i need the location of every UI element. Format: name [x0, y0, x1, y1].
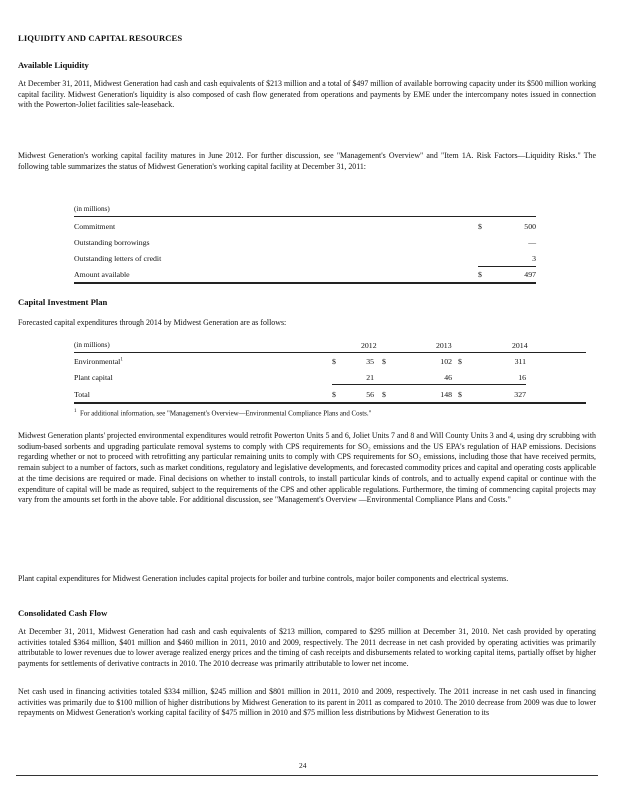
- subheading-capital-investment-plan: Capital Investment Plan: [18, 297, 108, 307]
- row-value: 3: [532, 254, 536, 263]
- row-value: 35: [366, 357, 374, 366]
- subtotal-rule: [332, 384, 526, 385]
- year-2012: 2012: [361, 341, 377, 350]
- paragraph-capex-plant: Plant capital expenditures for Midwest Generation includes capital projects for boiler and turbine controls, major boiler components and electrical systems.: [18, 574, 509, 583]
- row-currency: $: [458, 390, 462, 399]
- subheading-available-liquidity: Available Liquidity: [18, 60, 89, 70]
- year-2014: 2014: [512, 341, 528, 350]
- capex-footnote: [74, 409, 371, 417]
- row-value: 497: [524, 270, 536, 279]
- footer-rule: [16, 775, 598, 776]
- footnote-text: For additional information, see "Management's Overview—Environmental Compliance Plans and Costs.": [79, 410, 372, 418]
- row-currency: $: [332, 357, 336, 366]
- year-2013: 2013: [436, 341, 452, 350]
- row-value: 102: [440, 357, 452, 366]
- paragraph-liquidity-2: Midwest Generation's working capital facility matures in June 2012. For further discussion, see "Management's Overview" and "Item 1A. Risk Factors—Liquidity Risks." The following table summarizes the status of Midwest Generation's working capital facility at December 31, 2011:: [18, 151, 596, 171]
- working-capital-table: [74, 205, 536, 285]
- paragraph-cash-flow-2: Net cash used in financing activities totaled $334 million, $245 million and $801 million in 2011, 2010 and 2009, respectively. The 2011 increase in net cash used in financing activities was primarily due to $100 million of higher distributions by Midwest Generation to its parent in 2011 as compared to 2010. The 2010 decrease from 2009 was due to lower repayments on Midwest Generation's working capital facility of $475 million in 2010 and $75 million less distributions by Midwest Generation to its: [18, 687, 596, 718]
- row-label: Amount available: [74, 270, 130, 279]
- row-currency: $: [458, 357, 462, 366]
- paragraph-cash-flow-1: At December 31, 2011, Midwest Generation had cash and cash equivalents of $213 million, compared to $295 million at December 31, 2010. Net cash provided by operating activities totaled $364 million, $401 million and $460 million in 2011, 2010 and 2009, respectively. The 2011 decrease in net cash provided by operating activities was primarily attributable to lower revenues due to lower average realized energy prices and the timing of cash receipts and disbursements related to working capital items, partially offset by higher payments for settlements of derivative contracts in 2010. The 2010 decrease was primarily attributable to lower net income.: [18, 627, 596, 669]
- row-label: Commitment: [74, 222, 116, 231]
- row-label: Total: [74, 390, 90, 399]
- row-label: Outstanding letters of credit: [74, 254, 162, 263]
- row-currency: $: [478, 270, 482, 279]
- row-value: 46: [444, 373, 452, 382]
- footnote-marker: 1: [74, 409, 77, 414]
- unit-label: (in millions): [74, 205, 110, 213]
- subheading-consolidated-cash-flow: Consolidated Cash Flow: [18, 608, 108, 618]
- subtotal-rule: [478, 266, 536, 267]
- section-heading-liquidity: LIQUIDITY AND CAPITAL RESOURCES: [18, 33, 183, 43]
- row-currency: $: [478, 222, 482, 231]
- row-value: 500: [524, 222, 536, 231]
- row-value: 327: [514, 390, 526, 399]
- row-currency: $: [382, 357, 386, 366]
- row-currency: $: [332, 390, 336, 399]
- row-currency: $: [382, 390, 386, 399]
- paragraph-capex-intro: Forecasted capital expenditures through 2014 by Midwest Generation are as follows:: [18, 318, 287, 327]
- row-value: 16: [518, 373, 526, 382]
- page-number: 24: [299, 761, 307, 770]
- row-value: 21: [366, 373, 374, 382]
- row-label: Environmental$^1$: [74, 357, 123, 366]
- row-value: 311: [514, 357, 526, 366]
- footnote-ref: 1: [120, 357, 123, 363]
- row-label: Outstanding borrowings: [74, 238, 150, 247]
- paragraph-capex-environmental: Midwest Generation plants' projected environmental expenditures would retrofit Powerton Units 5 and 6, Joliet Units 7 and 8 and Will County Units 3 and 4, using dry scrubbing with sodium-based sorbents and upgrading particulate removal systems to comply with CPS requirements for SO₂ emissions and the US EPA's regulation of HAP emissions. Decisions regarding whether or not to proceed with retrofitting any particular remaining units to comply with CPS requirements for SO₂ emissions, including those that have received permits, remain subject to a number of factors, such as market conditions, regulatory and legislative developments, and forecasted commodity prices and capital and operating costs applicable at the time decisions are required or made. Final decisions on whether to install controls, to install particular kinds of controls, and to actually expend capital or continue with the expenditure of capital will be made as required, subject to the requirements of the CPS and other applicable regulations. Furthermore, the timing of commencing capital projects may vary from the amounts set forth in the above table. For additional discussion, see "Management's Overview —Environmental Compliance Plans and Costs.": [18, 431, 596, 505]
- header-rule: [74, 216, 536, 217]
- row-label: Plant capital: [74, 373, 113, 382]
- paragraph-liquidity-1: At December 31, 2011, Midwest Generation had cash and cash equivalents of $213 million and a total of $497 million of available borrowing capacity under its $500 million working capital facility. Midwest Generation's liquidity is also composed of cash flow generated from operations and payments by EME under the intercompany notes issued in connection with the Powerton-Joliet facilities sale-leaseback.: [18, 79, 596, 110]
- row-value: 148: [440, 390, 452, 399]
- header-rule: [74, 352, 586, 353]
- total-rule: [74, 402, 586, 404]
- row-value: —: [528, 238, 536, 247]
- total-rule: [74, 282, 536, 284]
- row-value: 56: [366, 390, 374, 399]
- unit-label: (in millions): [74, 341, 110, 349]
- capex-table: [74, 341, 586, 407]
